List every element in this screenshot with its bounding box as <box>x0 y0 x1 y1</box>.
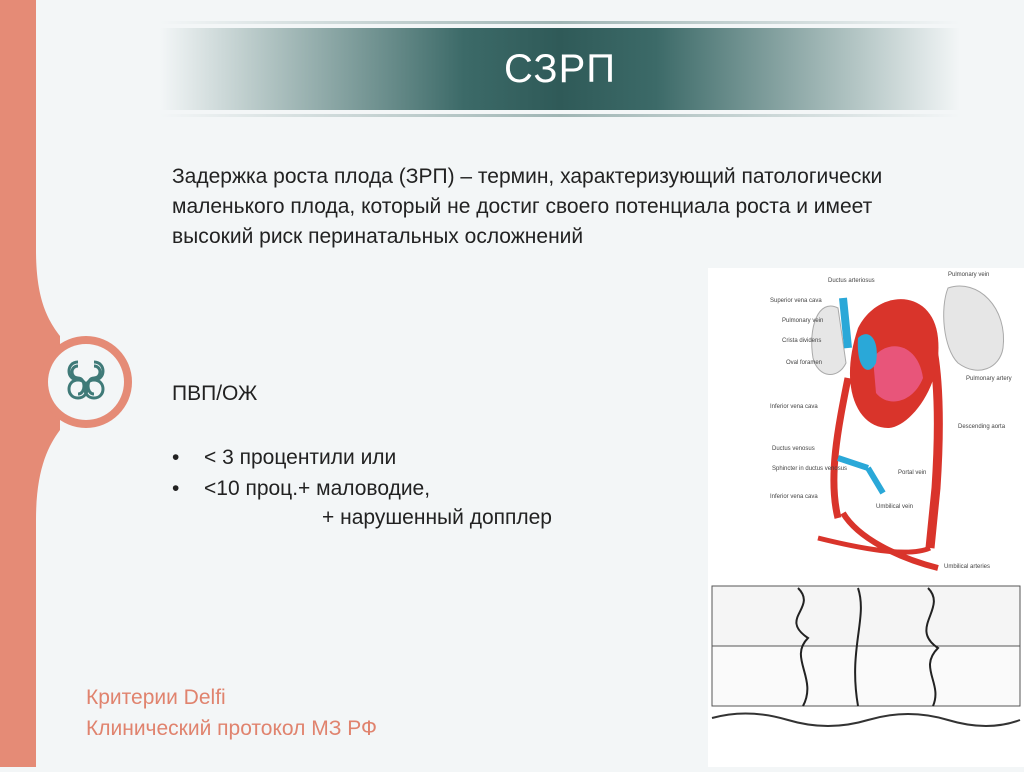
footer-line: Клинический протокол МЗ РФ <box>86 717 377 740</box>
label-ductus-arteriosus: Ductus arteriosus <box>828 278 875 284</box>
criteria-list <box>172 442 430 504</box>
list-item: • <10 проц.+ маловодие, <box>172 473 430 504</box>
label-umbilical-vein: Umbilical vein <box>876 504 914 510</box>
inferior-vena-cava <box>834 378 848 518</box>
footer <box>86 682 377 744</box>
list-item: • < 3 процентили или <box>172 442 430 473</box>
definition-text: Задержка роста плода (ЗРП) – термин, характеризующий патологически маленького плода, который не достиг своего потенциала роста и имеет высокий риск перинатальных осложнений <box>172 165 883 248</box>
label-inferior-vena-cava-top: Inferior vena cava <box>770 404 818 410</box>
footer-line: Критерии Delfi <box>86 686 226 709</box>
label-oval-foramen: Oval foramen <box>786 360 823 366</box>
label-descending-aorta: Descending aorta <box>958 424 1006 430</box>
bullet-continuation: + нарушенный допплер <box>322 506 552 529</box>
placenta-layer <box>712 586 1020 646</box>
label-pulmonary-vein: Pulmonary vein <box>782 318 824 324</box>
label-portal-vein: Portal vein <box>898 470 927 476</box>
subheading: ПВП/ОЖ <box>172 382 258 405</box>
umbilical-vein <box>843 513 938 568</box>
knot-logo-icon <box>56 352 116 412</box>
list-item-text: < 3 процентили или <box>204 446 397 469</box>
label-umbilical-arteries: Umbilical arteries <box>944 564 991 570</box>
label-ductus-venosus: Ductus venosus <box>772 446 815 452</box>
lung-shape <box>944 286 1004 370</box>
placenta-layer <box>712 646 1020 706</box>
list-item-text: <10 проц.+ маловодие, <box>204 477 431 500</box>
label-crista-dividens: Crista dividens <box>782 338 822 344</box>
label-inferior-vena-cava-bottom: Inferior vena cava <box>770 494 818 500</box>
label-superior-vena-cava: Superior vena cava <box>770 298 822 304</box>
label-pulmonary-vein-top: Pulmonary vein <box>948 272 990 278</box>
portal-vein <box>868 468 883 493</box>
fetal-circulation-figure <box>708 268 1024 767</box>
label-sphincter: Sphincter in ductus venosus <box>772 466 848 472</box>
slide-title: СЗРП <box>503 47 617 91</box>
label-pulmonary-artery: Pulmonary artery <box>966 376 1012 382</box>
logo <box>40 336 132 428</box>
basal-plate <box>712 713 1020 726</box>
title-bar <box>160 28 960 110</box>
fetal-circulation-diagram <box>708 268 1024 767</box>
superior-vena-cava <box>843 298 848 348</box>
